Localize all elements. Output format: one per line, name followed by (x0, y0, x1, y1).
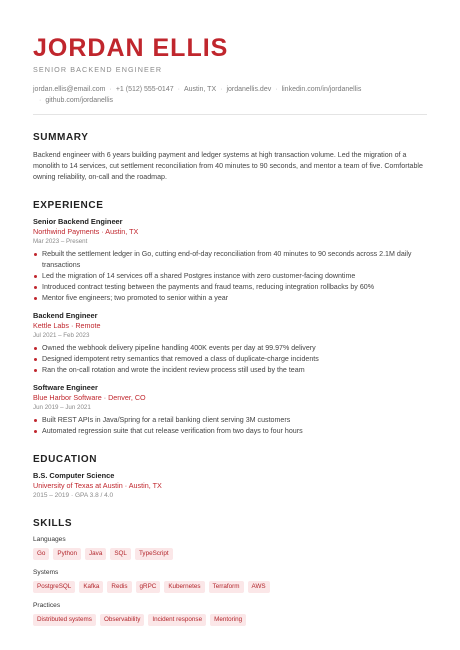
skill-chip: Python (53, 548, 81, 560)
skill-chips (33, 614, 427, 626)
contact-line (33, 84, 427, 106)
bullet-dot-icon (34, 369, 37, 372)
separator: · (70, 492, 74, 499)
bullet-dot-icon (34, 419, 37, 422)
contact-github[interactable]: github.com/jordanellis (45, 97, 114, 104)
education-gpa: GPA 3.8 / 4.0 (74, 492, 114, 499)
education-school: University of Texas at Austin · Austin, TX (33, 481, 162, 490)
bullet-item (33, 249, 427, 271)
summary-heading: SUMMARY (33, 132, 89, 143)
bullet-dot-icon (34, 347, 37, 350)
bullet-dot-icon (34, 286, 37, 289)
bullet-text: Led the migration of 14 services off a shared Postgres instance with zero customer-facing downtime (42, 272, 356, 280)
bullet-item (33, 271, 427, 282)
job-company: Kettle Labs · Remote (33, 321, 101, 330)
education-meta (33, 491, 427, 501)
skill-chip: TypeScript (135, 548, 173, 560)
experience-heading: EXPERIENCE (33, 200, 104, 211)
job-dates: Jul 2021 – Feb 2023 (33, 332, 90, 339)
separator: · (109, 86, 112, 93)
skill-chip: PostgreSQL (33, 581, 75, 593)
bullet-item (33, 354, 427, 365)
job-entry (33, 311, 427, 376)
job-title: Backend Engineer (33, 311, 98, 320)
separator: · (275, 86, 278, 93)
education-years: 2015 – 2019 (33, 492, 70, 499)
experience-list (33, 217, 427, 437)
contact-phone[interactable]: +1 (512) 555-0147 (115, 86, 174, 93)
education-degree: B.S. Computer Science (33, 471, 115, 480)
contact-website[interactable]: jordanellis.dev (226, 86, 272, 93)
bullet-text: Ran the on-call rotation and wrote the incident review process still used by the team (42, 366, 305, 374)
skills-list (33, 535, 427, 626)
bullet-item (33, 415, 427, 426)
job-title: Software Engineer (33, 383, 98, 392)
skill-chip: SQL (110, 548, 131, 560)
bullet-dot-icon (34, 275, 37, 278)
bullet-dot-icon (34, 297, 37, 300)
candidate-role: SENIOR BACKEND ENGINEER (33, 65, 163, 74)
skill-chip: Java (85, 548, 106, 560)
bullet-text: Owned the webhook delivery pipeline handling 400K events per day at 99.97% delivery (42, 344, 316, 352)
job-company: Blue Harbor Software · Denver, CO (33, 393, 146, 402)
contact-linkedin[interactable]: linkedin.com/in/jordanellis (281, 86, 362, 93)
bullet-dot-icon (34, 358, 37, 361)
skill-chip: Redis (107, 581, 131, 593)
bullet-dot-icon (34, 253, 37, 256)
skill-chip: Terraform (209, 581, 244, 593)
bullet-item (33, 282, 427, 293)
skill-chip: Incident response (148, 614, 206, 626)
skill-chips (33, 548, 427, 560)
skill-chip: Observability (100, 614, 144, 626)
job-dates: Mar 2023 – Present (33, 238, 88, 245)
skill-chip: Kafka (79, 581, 103, 593)
bullet-text: Introduced contract testing between the payments and fraud teams, reducing integration rollbacks by 60% (42, 283, 375, 291)
candidate-name: JORDAN ELLIS (33, 34, 229, 62)
contact-location: Austin, TX (183, 86, 217, 93)
bullet-text: Mentor five engineers; two promoted to senior within a year (42, 294, 229, 302)
job-dates: Jun 2019 – Jun 2021 (33, 404, 91, 411)
bullet-text: Rebuilt the settlement ledger in Go, cutting end-of-day reconciliation from 40 minutes to 90 seconds across 2.1M daily transactions (42, 250, 412, 269)
skills-heading: SKILLS (33, 518, 73, 529)
contact-email[interactable]: jordan.ellis@email.com (33, 86, 106, 93)
separator: · (177, 86, 180, 93)
skill-chip: AWS (248, 581, 270, 593)
job-entry (33, 383, 427, 437)
job-bullets (33, 249, 427, 304)
separator: · (39, 97, 42, 104)
job-bullets (33, 415, 427, 437)
bullet-item (33, 293, 427, 304)
job-title: Senior Backend Engineer (33, 217, 123, 226)
job-company: Northwind Payments · Austin, TX (33, 227, 139, 236)
bullet-text: Designed idempotent retry semantics that removed a class of duplicate-charge incidents (42, 355, 319, 363)
skill-group-label: Languages (33, 536, 66, 543)
bullet-text: Automated regression suite that cut release verification from two days to four hours (42, 427, 303, 435)
bullet-dot-icon (34, 430, 37, 433)
bullet-item (33, 426, 427, 437)
bullet-text: Built REST APIs in Java/Spring for a retail banking client serving 3M customers (42, 416, 291, 424)
skill-chip: Kubernetes (164, 581, 204, 593)
education-heading: EDUCATION (33, 454, 98, 465)
separator: · (220, 86, 223, 93)
skill-chip: Go (33, 548, 49, 560)
bullet-item (33, 365, 427, 376)
job-entry (33, 217, 427, 304)
skill-chip: Distributed systems (33, 614, 96, 626)
header-divider (33, 114, 427, 115)
summary-text: Backend engineer with 6 years building payment and ledger systems at high transaction volume. Led the migration of a monolith to 14 services, cut settlement reconciliation from 40 minutes to 90 seconds, and mentor a team of five. Comfortable owning reliability, on-call and the roadmap. (33, 151, 423, 181)
bullet-item (33, 343, 427, 354)
skill-group-label: Systems (33, 569, 59, 576)
job-bullets (33, 343, 427, 376)
skill-chip: Mentoring (210, 614, 246, 626)
skill-chip: gRPC (136, 581, 161, 593)
skill-group-label: Practices (33, 602, 61, 609)
skill-chips (33, 581, 427, 593)
